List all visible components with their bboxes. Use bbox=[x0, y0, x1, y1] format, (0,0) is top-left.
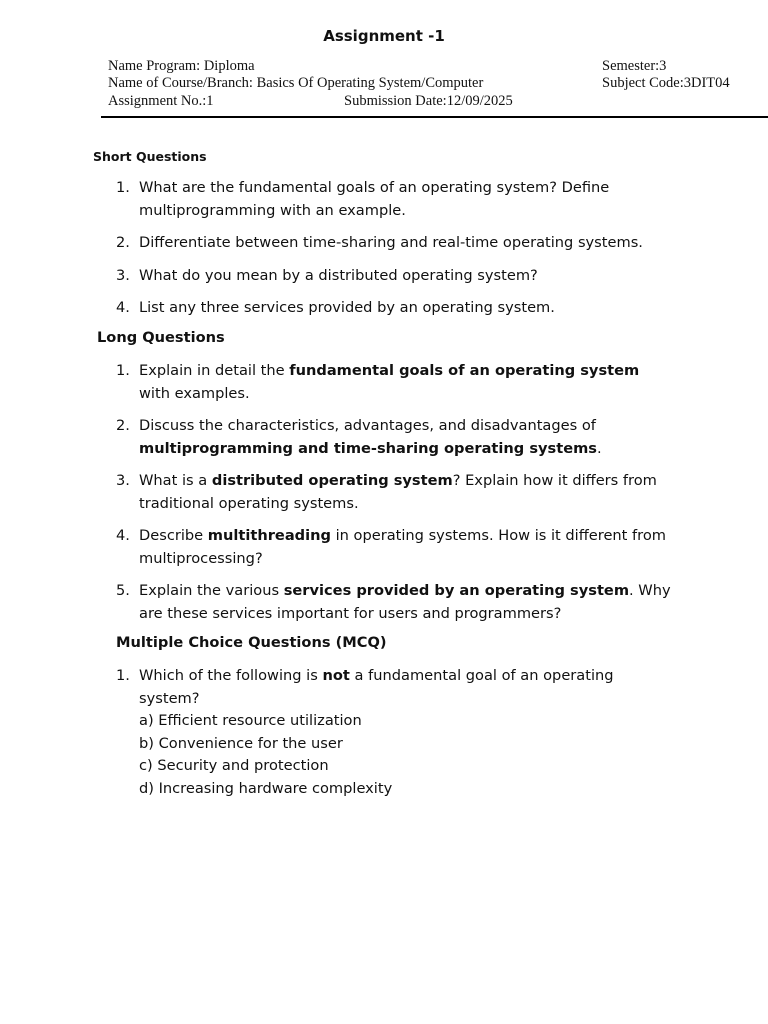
list-item: 4. List any three services provided by an operating system. bbox=[116, 299, 555, 316]
list-item: 1. Explain in detail the fundamental goals of an operating system with examples. bbox=[116, 362, 640, 402]
document-title: Assignment -1 bbox=[323, 27, 445, 45]
semester: Semester:3 bbox=[602, 58, 667, 74]
list-item: 1. What are the fundamental goals of an operating system? Define multiprogramming with an example. bbox=[116, 179, 610, 219]
assignment-number: Assignment No.:1 bbox=[108, 93, 214, 109]
long-questions-list bbox=[112, 360, 672, 625]
short-questions-heading: Short Questions bbox=[93, 149, 207, 164]
list-item: 2. Discuss the characteristics, advantages, and disadvantages of multiprogramming and time-sharing operating systems. bbox=[116, 417, 602, 457]
mcq-option: a) Efficient resource utilization bbox=[139, 712, 362, 729]
subject-code: Subject Code:3DIT04 bbox=[602, 75, 730, 91]
mcq-option: d) Increasing hardware complexity bbox=[139, 779, 393, 797]
mcq-heading: Multiple Choice Questions (MCQ) bbox=[116, 634, 387, 651]
list-item: 5. Explain the various services provided by an operating system. Why are these services important for users and programmers? bbox=[116, 582, 671, 622]
program-name: Name Program: Diploma bbox=[108, 58, 255, 74]
course-name: Name of Course/Branch: Basics Of Operating System/Computer bbox=[108, 75, 484, 91]
list-item: 3. What is a distributed operating system? Explain how it differs from traditional operating systems. bbox=[116, 472, 657, 512]
long-questions-heading: Long Questions bbox=[97, 329, 225, 346]
submission-date: Submission Date:12/09/2025 bbox=[344, 93, 513, 109]
header-divider bbox=[101, 116, 768, 118]
list-item: 2. Differentiate between time-sharing and real-time operating systems. bbox=[116, 234, 643, 251]
mcq-list bbox=[112, 665, 672, 800]
mcq-option: c) Security and protection bbox=[139, 757, 329, 774]
short-questions-list bbox=[112, 177, 672, 320]
list-item: 4. Describe multithreading in operating systems. How is it different from multiprocessing? bbox=[116, 527, 666, 567]
list-item: 3. What do you mean by a distributed operating system? bbox=[116, 266, 538, 284]
list-item: 1. Which of the following is not a fundamental goal of an operating system? a) Efficient resource utilization b) Convenience for the user c) Security and protection d) Increasing hardware complexity bbox=[112, 665, 672, 800]
mcq-option: b) Convenience for the user bbox=[139, 734, 343, 752]
